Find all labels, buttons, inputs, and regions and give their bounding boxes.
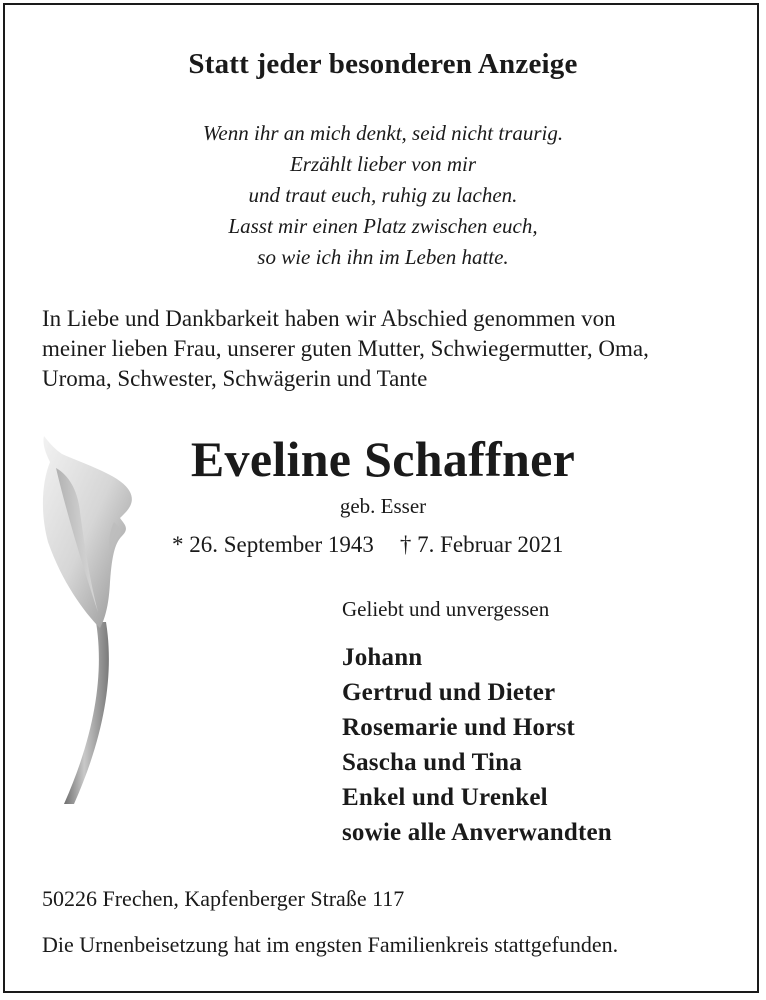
mourner-name: sowie alle Anverwandten <box>342 819 612 846</box>
intro-line: meiner lieben Frau, unserer guten Mutter, Schwiegermutter, Oma, <box>42 336 649 361</box>
intro-line: Uroma, Schwester, Schwägerin und Tante <box>42 366 428 391</box>
poem-line: und traut euch, ruhig zu lachen. <box>248 183 518 207</box>
mourner-name: Gertrud und Dieter <box>342 679 556 706</box>
life-dates <box>172 532 563 558</box>
poem <box>0 118 766 273</box>
poem-line: Erzählt lieber von mir <box>289 152 477 176</box>
mourners-list <box>342 640 612 850</box>
poem-line: Lasst mir einen Platz zwischen euch, <box>228 214 538 238</box>
notice-heading: Statt jeder besonderen Anzeige <box>188 48 578 80</box>
maiden-name: geb. Esser <box>339 494 427 518</box>
mourner-name: Sascha und Tina <box>342 749 522 776</box>
mourners-label: Geliebt und unvergessen <box>342 597 550 621</box>
mourner-name: Johann <box>342 644 423 671</box>
intro-line: In Liebe und Dankbarkeit haben wir Abschied genommen von <box>42 306 616 331</box>
mourner-name: Enkel und Urenkel <box>342 784 548 811</box>
deceased-name: Eveline Schaffner <box>190 431 576 487</box>
address: 50226 Frechen, Kapfenberger Straße 117 <box>42 886 405 911</box>
poem-line: so wie ich ihn im Leben hatte. <box>257 245 509 269</box>
mourner-name: Rosemarie und Horst <box>342 714 575 741</box>
death-date: † 7. Februar 2021 <box>399 532 564 557</box>
intro-text <box>42 304 732 394</box>
birth-date: * 26. September 1943 <box>172 532 374 557</box>
closing-note: Die Urnenbeisetzung hat im engsten Familienkreis stattgefunden. <box>42 932 619 957</box>
poem-line: Wenn ihr an mich denkt, seid nicht traurig. <box>202 121 564 145</box>
calla-lily-icon <box>34 432 144 808</box>
